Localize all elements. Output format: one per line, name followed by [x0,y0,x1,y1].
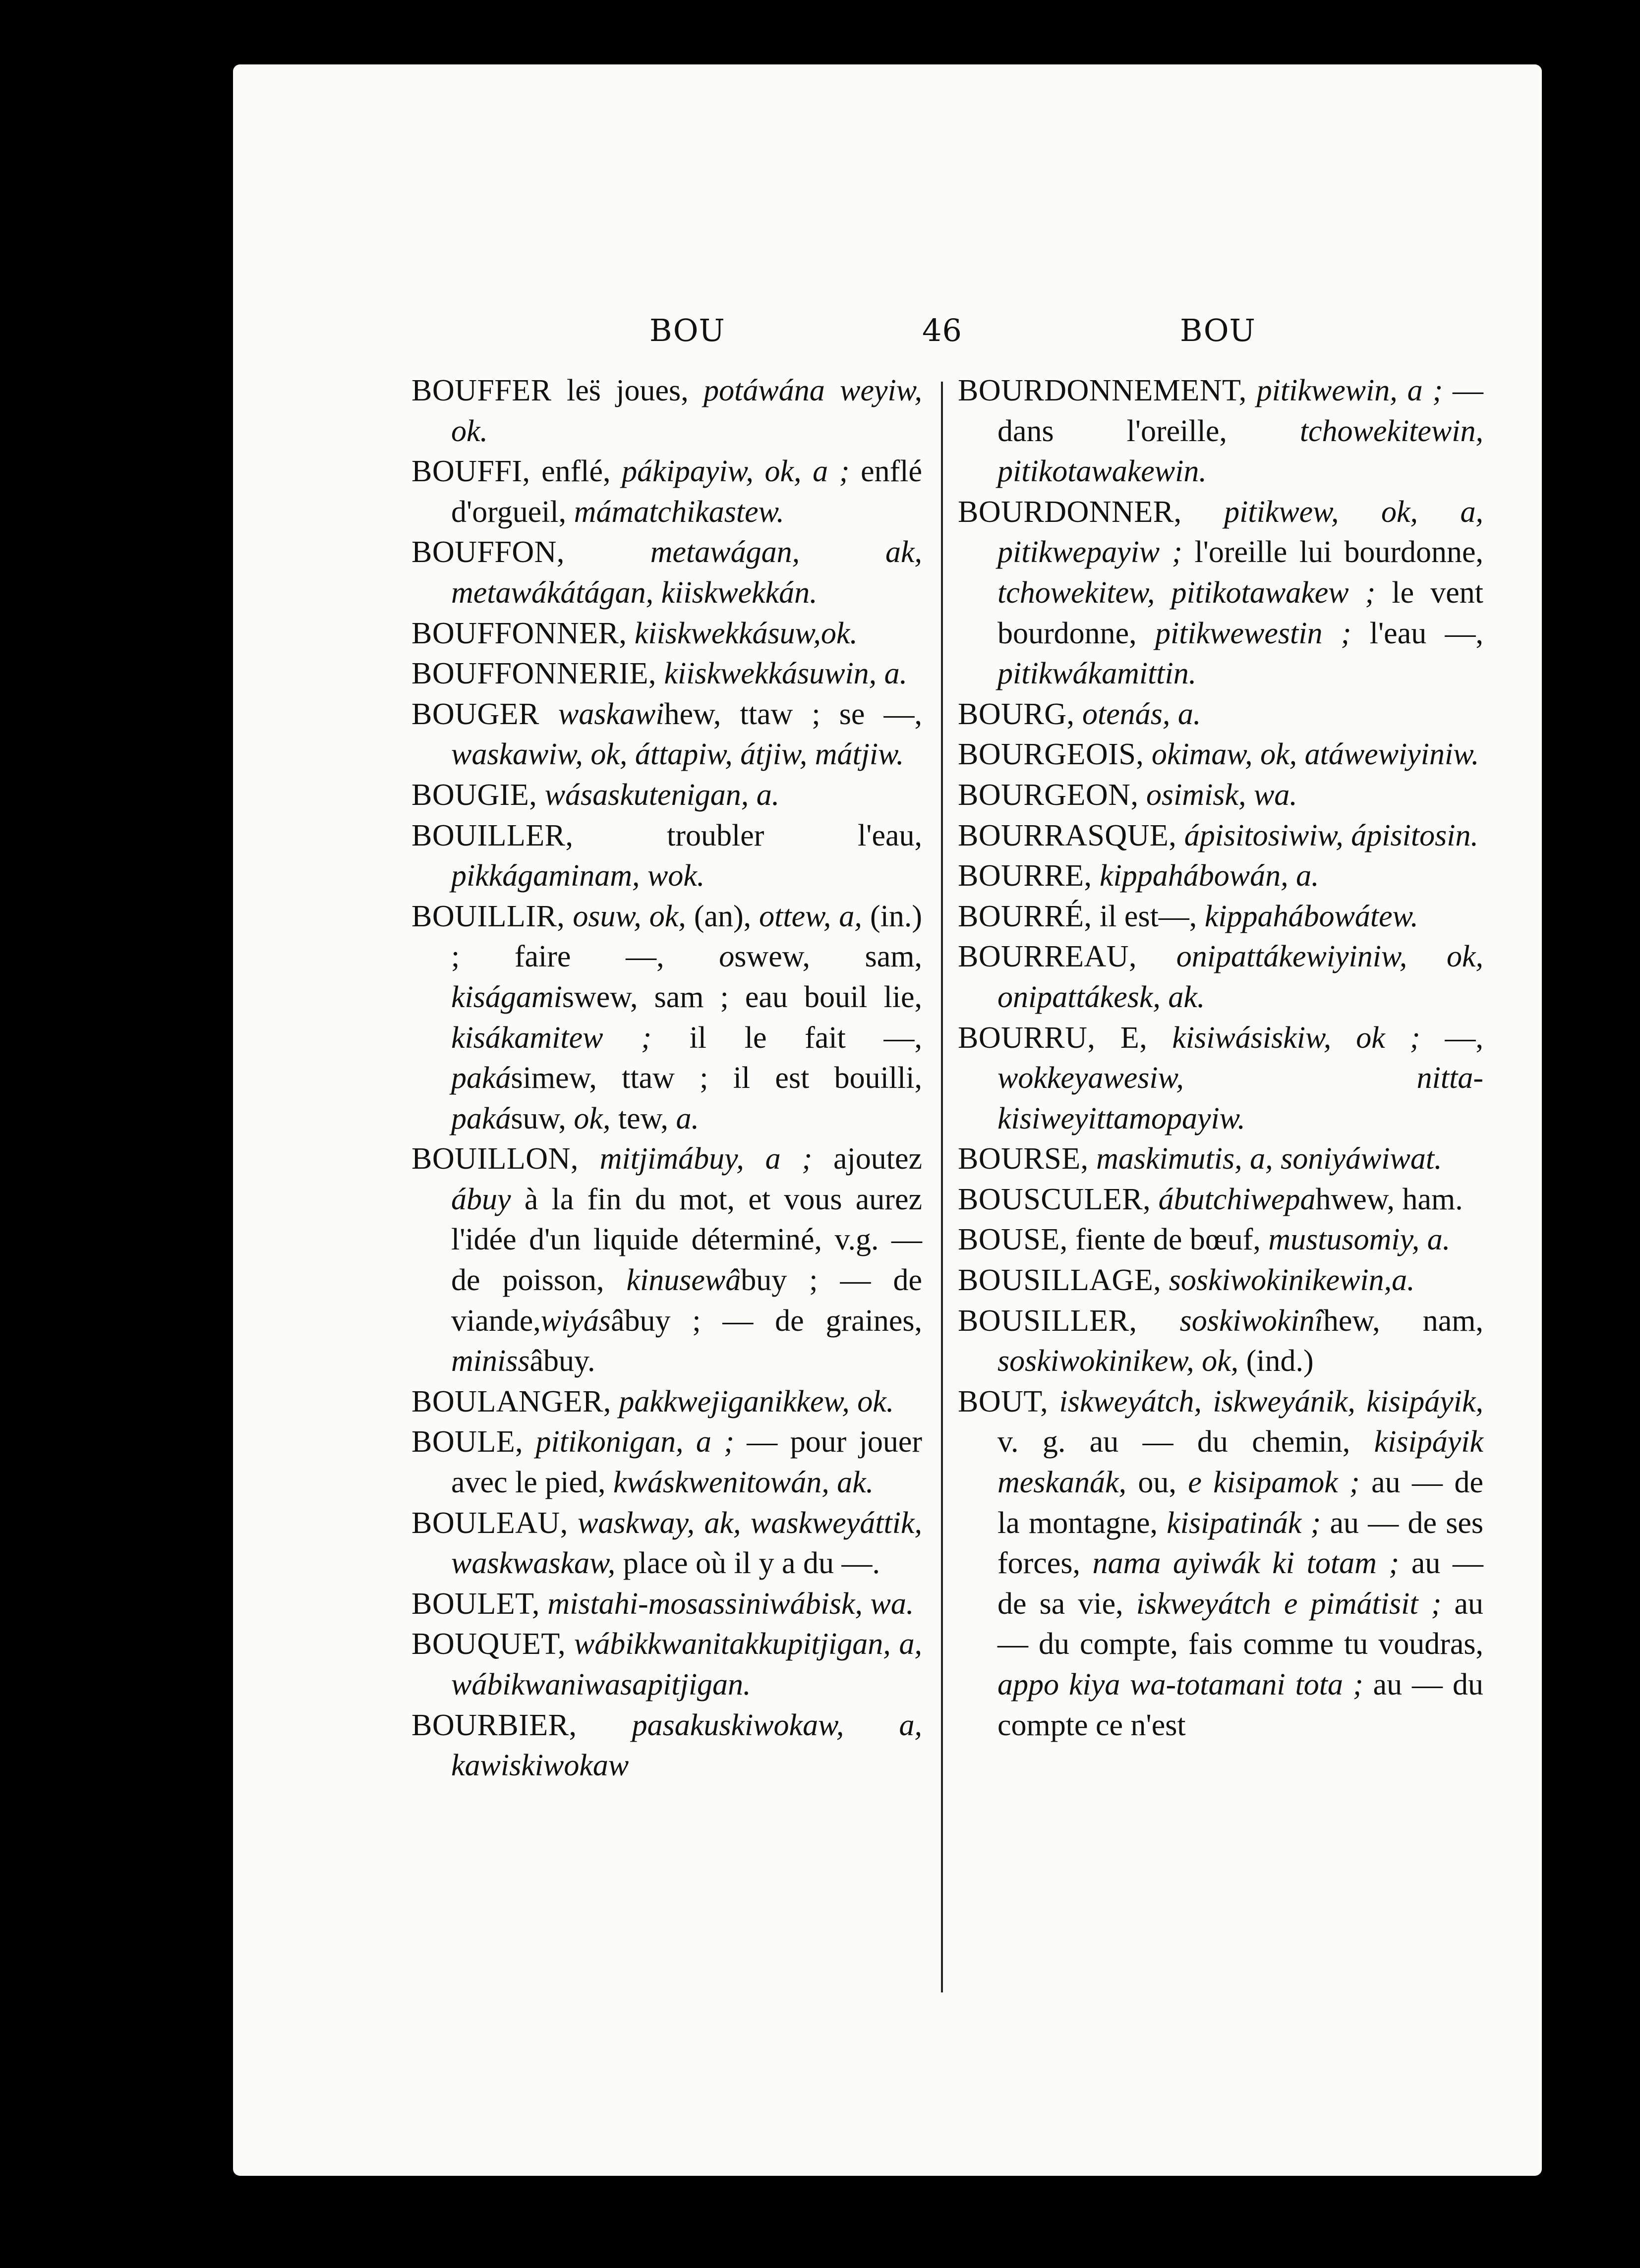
entry-cree-text: pitikwewin, a ; [1256,374,1443,407]
entry-headword: BOUFFONNERIE, [411,657,656,691]
entry-cree-text: soskiwokinikew, ok, [997,1344,1239,1378]
entry-french-text [523,1425,535,1459]
entry-french-text: le vent bourdonne, [997,575,1483,650]
entry-french-text: au — du compte ce n'est [997,1668,1483,1742]
dictionary-entry [411,532,922,613]
entry-headword: BOULET, [411,1587,540,1621]
entry-french-text [1137,1304,1180,1338]
entry-french-text: à la fin du mot, et vous aurez l'idée d'un liquide déterminé, v.g. — de poisson, [451,1182,922,1298]
entry-headword: BOURRASQUE, [958,818,1177,852]
dictionary-page [233,64,1542,2176]
entry-french-text [579,1142,600,1176]
entry-headword: BOURRÉ, [958,899,1092,933]
running-head-right: BOU [1180,312,1256,348]
entry-cree-text: kippahábowátew. [1204,899,1418,933]
entry-french-text: place où il y a du —. [615,1546,880,1581]
entry-cree-text: kippahábowán, a. [1099,859,1319,893]
entry-cree-text: wásaskutenigan, a. [544,778,780,812]
dictionary-entry [958,1018,1483,1139]
entry-french-text [1075,697,1083,731]
entry-french-text: enflé d'orgueil, [451,454,922,529]
entry-cree-text: tchowekitew, pitikotawakew ; [997,575,1376,610]
dictionary-entry [958,1220,1483,1260]
dictionary-entry [411,1139,922,1382]
entry-french-text [540,1587,548,1621]
dictionary-entry [958,1139,1483,1180]
entry-headword: BOUFFON, [411,535,565,569]
entry-cree-text: pitikwákamittin. [997,657,1197,691]
entry-headword: BOURG, [958,697,1075,731]
entry-cree-text: onipattákewiyiniw, ok, onipattákesk, ak. [997,940,1483,1014]
entry-headword: BOURRE, [958,859,1092,893]
entry-headword: BOURREAU, [958,940,1137,974]
dictionary-entry [411,775,922,816]
dictionary-entry [958,735,1483,775]
entry-french-text [1147,1021,1172,1055]
entry-cree-text: wiyás [540,1304,611,1338]
dictionary-entry [411,1624,922,1705]
entry-cree-text: kwáskwenitowán, ak. [613,1466,874,1500]
right-column [958,371,1483,2066]
entry-cree-text: iskweyátch e pimátisit ; [1136,1587,1442,1621]
entry-french-text: (an), [686,899,760,933]
dictionary-entry [958,897,1483,937]
entry-cree-text: tchowekitewin, pitikotawakewin. [997,414,1483,489]
entry-cree-text: pitikonigan, a ; [535,1425,734,1459]
entry-cree-text: paká [451,1101,511,1135]
entry-french-text: —, [1420,1021,1484,1055]
entry-french-text: v. g. au — du chemin, [997,1425,1374,1459]
entry-french-text: — dans l'oreille, [997,374,1484,448]
entry-cree-text: miniss [451,1344,530,1378]
entry-french-text [565,535,650,569]
entry-cree-text: ábuy [451,1182,511,1216]
dictionary-entry [958,1180,1483,1220]
entry-cree-text: kiiskwekkásuw,ok. [634,616,858,650]
entry-cree-text: mitjimábuy, a ; [599,1142,813,1176]
entry-french-text [568,1506,578,1540]
entry-french-text: hew, ttaw ; se —, [664,697,922,731]
entry-headword: BOUFFER [411,374,552,407]
entry-cree-text: a. [676,1101,699,1135]
entry-cree-text: kisipatinák ; [1167,1506,1321,1540]
entry-french-text: troubler l'eau, [573,818,922,852]
entry-french-text [1151,1183,1159,1216]
entry-french-text: simew, ttaw ; il est bouilli, [511,1061,922,1095]
entry-cree-text: okimaw, ok, atáwewiyiniw. [1151,737,1479,772]
entry-cree-text: ottew, a, [759,899,862,933]
entry-cree-text: potáwána weyiw, ok. [451,374,922,448]
entry-headword: BOURDONNEMENT, [958,374,1247,407]
entry-cree-text: wábikkwanitakkupitjigan, a, wábikwaniwasapitjigan. [451,1627,922,1701]
entry-cree-text: mustusomiy, a. [1268,1223,1451,1257]
entry-french-text [1161,1263,1169,1297]
entry-french-text: au — de sa vie, [997,1546,1483,1621]
entry-headword: BOURRU, E, [958,1021,1148,1055]
entry-french-text: tew, [610,1101,676,1135]
entry-headword: BOULANGER, [411,1384,611,1418]
entry-cree-text: otenás, a. [1082,697,1201,731]
dictionary-entry [958,937,1483,1018]
dictionary-entry [411,371,922,452]
entry-headword: BOUQUET, [411,1627,566,1661]
dictionary-entry [411,452,922,532]
entry-cree-text: nama ayiwák ki totam ; [1092,1546,1400,1581]
left-column [411,371,922,2066]
dictionary-entry [411,1382,922,1422]
entry-headword: BOUFFI, [411,454,530,489]
entry-headword: BOUGIE, [411,778,537,812]
entry-french-text [1137,940,1176,973]
entry-french-text [566,1627,574,1661]
entry-french-text [1138,778,1146,812]
dictionary-entry [958,1382,1483,1746]
entry-cree-text: paká [451,1061,511,1095]
dictionary-entry [958,856,1483,897]
dictionary-entry [958,775,1483,816]
entry-french-text: hwew, ham. [1315,1182,1463,1216]
entry-cree-text: appo kiya wa-totamani tota ; [997,1668,1363,1701]
entry-headword: BOURDONNER, [958,495,1182,529]
entry-french-text: ajoutez [812,1142,922,1176]
entry-french-text [565,900,573,933]
entry-french-text: il le fait —, [651,1021,923,1055]
dictionary-entry [958,694,1483,735]
entry-french-text: il est—, [1092,899,1205,933]
entry-french-text [1092,859,1100,893]
entry-french-text [1089,1142,1097,1176]
entry-french-text: au — de la montagne, [997,1466,1483,1540]
entry-headword: BOUSE, [958,1223,1068,1257]
running-head-left: BOU [649,312,725,348]
entry-headword: BOUSILLAGE, [958,1263,1162,1298]
dictionary-entry [411,1503,922,1584]
entry-cree-text: mistahi-mosassiniwábisk, wa. [547,1587,914,1621]
entry-french-text [1176,819,1184,852]
entry-cree-text: osimisk, wa. [1146,778,1297,812]
entry-french-text [539,697,558,731]
entry-french-text: buy ; — de viande, [451,1263,922,1338]
column-divider [941,382,943,1992]
entry-french-text: les̈ joues, [551,374,704,407]
entry-cree-text: e kisipamok ; [1188,1466,1360,1500]
dictionary-entry [411,1584,922,1625]
entry-headword: BOURGEOIS, [958,737,1144,772]
entry-headword: BOURSE, [958,1142,1089,1176]
entry-french-text [627,617,635,650]
entry-headword: BOULE, [411,1425,524,1459]
page-number: 46 [922,312,962,348]
entry-cree-text: mámatchikastew. [574,495,784,529]
entry-french-text [577,1708,632,1742]
entry-cree-text: maskimutis, a, soniyáwiwat. [1096,1142,1442,1176]
entry-french-text: suw, [511,1101,574,1135]
entry-french-text [1182,495,1225,529]
entry-cree-text: pitikwew, ok, a, pitikwepayiw ; [997,495,1484,569]
entry-french-text [656,657,664,690]
entry-french-text: âbuy. [529,1344,595,1378]
entry-cree-text: kisipáyik meskanák, [997,1425,1483,1500]
dictionary-entry [958,1260,1483,1301]
entry-headword: BOUSCULER, [958,1182,1151,1216]
entry-cree-text: pasakuskiwokaw, a, kawiskiwokaw [451,1708,922,1783]
entry-headword: BOUILLON, [411,1142,579,1176]
entry-headword: BOURBIER, [411,1708,577,1742]
entry-cree-text: waskway, ak, waskweyáttik, waskwaskaw, [451,1506,923,1581]
entry-headword: BOUT, [958,1384,1049,1418]
entry-french-text: swew, sam, [734,940,923,974]
entry-headword: BOUILLER, [411,818,574,852]
entry-headword: BOURGEON, [958,778,1139,812]
entry-french-text: hew, nam, [1323,1304,1483,1338]
entry-french-text: — pour jouer avec le pied, [451,1425,922,1500]
entry-cree-text: metawágan, ak, metawákátágan, kiiskwekkán. [451,535,922,610]
entry-cree-text: ábutchiwepa [1158,1182,1316,1216]
entry-cree-text: ápisitosiwiw, ápisitosin. [1184,818,1478,852]
entry-cree-text: o [719,940,735,974]
dictionary-entry [411,1422,922,1503]
entry-french-text: swew, sam ; eau bouil lie, [562,980,922,1014]
entry-headword: BOUGER [411,697,539,731]
entry-cree-text: kinusewâ [626,1263,741,1298]
dictionary-entry [958,816,1483,856]
entry-cree-text: ok, [574,1101,611,1135]
entry-cree-text: kisákamitew ; [451,1021,651,1055]
entry-french-text [537,778,545,812]
entry-headword: BOUFFONNER, [411,616,627,650]
dictionary-entry [958,371,1483,492]
dictionary-entry [411,654,922,694]
entry-cree-text: kiságami [451,980,562,1014]
entry-cree-text: osuw, ok, [573,899,686,933]
entry-french-text: l'eau —, [1351,616,1484,650]
dictionary-entry [411,897,922,1139]
entry-headword: BOULEAU, [411,1506,568,1540]
entry-cree-text: soskiwokinikewin,a. [1169,1263,1415,1298]
entry-french-text [1144,737,1152,771]
running-head [233,312,1542,357]
entry-cree-text: waskawiw, ok, áttapiw, átjiw, mátjiw. [451,737,904,772]
dictionary-entry [411,1705,922,1786]
dictionary-entry [411,694,922,775]
entry-headword: BOUSILLER, [958,1304,1137,1338]
dictionary-entry [411,816,922,897]
entry-french-text: fiente de bœuf, [1067,1223,1269,1257]
entry-cree-text: kisiwásiskiw, ok ; [1172,1021,1420,1055]
entry-cree-text: pitikwewestin ; [1155,616,1351,650]
dictionary-entry [958,1301,1483,1382]
entry-french-text: âbuy ; — de graines, [611,1304,922,1338]
dictionary-entry [958,492,1483,694]
entry-cree-text: pákipayiw, ok, a ; [622,454,850,489]
entry-headword: BOUILLIR, [411,899,565,933]
entry-cree-text: wokkeyawesiw, nitta-kisiweyittamopayiw. [997,1061,1483,1135]
entry-cree-text: waskawi [558,697,664,731]
entry-french-text [1247,374,1257,407]
entry-french-text: (ind.) [1238,1344,1314,1378]
entry-french-text: l'oreille lui bourdonne, [1182,535,1483,569]
entry-french-text: au — de ses forces, [997,1506,1484,1581]
entry-french-text: (in.) ; faire —, [451,899,922,974]
entry-french-text [1048,1385,1059,1418]
entry-cree-text: pakkwejiganikkew, ok. [619,1384,894,1418]
entry-french-text: au — du compte, fais comme tu voudras, [997,1587,1483,1661]
dictionary-entry [411,614,922,654]
entry-cree-text: pikkágaminam, wok. [451,859,705,893]
entry-cree-text: soskiwokinî [1179,1304,1323,1338]
entry-french-text: enflé, [530,454,622,489]
entry-cree-text: kiiskwekkásuwin, a. [664,657,908,691]
entry-french-text: ou, [1126,1466,1188,1500]
entry-french-text [611,1385,619,1418]
entry-cree-text: iskweyátch, iskweyánik, kisipáyik, [1059,1384,1483,1418]
